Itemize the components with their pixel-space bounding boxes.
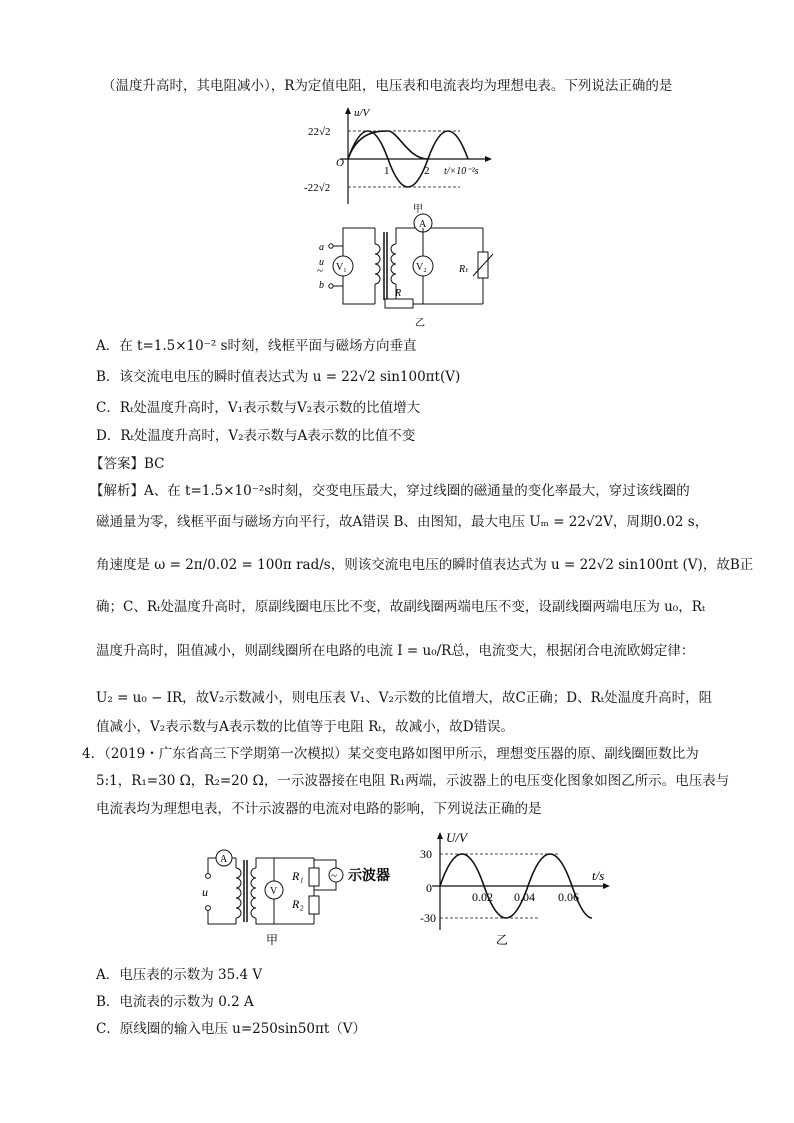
svg-text:a: a [319, 242, 324, 253]
q3-ammeter-label: A [419, 219, 427, 230]
svg-text:u: u [202, 885, 208, 899]
svg-text:b: b [319, 280, 324, 291]
q3-caption-jia: 甲 [413, 204, 423, 215]
q3-analysis-line-2: 磁通量为零，线框平面与磁场方向平行，故A错误 B、由图知，最大电压 Uₘ = 22√2V，周期0.02 s， [96, 514, 709, 530]
q4-figure-jia-circuit [196, 848, 408, 948]
q4-u-axis-label: U/V [446, 830, 467, 845]
q4-stem-line-1: 4．（2019・广东省高三下学期第一次模拟）某交变电路如图甲所示，理想变压器的原、副线圈匝数比为 [82, 746, 699, 762]
q3-analysis-line-1: 【解析】A、在 t=1.5×10⁻²s时刻，交变电压最大，穿过线圈的磁通量的变化率最大，穿过该线圈的 [90, 483, 690, 499]
q4-voltmeter-label: V [270, 886, 278, 897]
q3-analysis-line-4: 确；C、Rₜ处温度升高时，原副线圈电压比不变，故副线圈两端电压不变，设副线圈两端电压为 u₀，Rₜ [96, 599, 706, 615]
q3-xtick-1: 1 [384, 165, 390, 177]
q3-rt-label: Rₜ [459, 264, 469, 275]
svg-text:~: ~ [317, 265, 323, 277]
q3-option-b: B．该交流电电压的瞬时值表达式为 u = 22√2 sin100πt(V) [96, 369, 461, 385]
q3-u-axis-label: u/V [354, 107, 370, 119]
q4-xtick-004: 0.04 [514, 890, 535, 904]
q4-ytick-pos: 30 [420, 847, 432, 861]
q4-xtick-006: 0.06 [558, 890, 579, 904]
q3-analysis-line-7: 值减小，V₂表示数与A表示数的比值等于电阻 Rₜ，故减小，故D错误。 [96, 719, 515, 735]
q3-xtick-2: 2 [424, 165, 430, 177]
q4-origin-label: 0 [426, 881, 432, 895]
q3-analysis-line-3: 角速度是 ω = 2π/0.02 = 100π rad/s，则该交流电电压的瞬时值表达式为 u = 22√2 sin100πt (V)，故B正 [96, 557, 754, 573]
q3-option-a: A．在 t=1.5×10⁻² s时刻，线框平面与磁场方向垂直 [96, 338, 417, 354]
q4-xtick-002: 0.02 [472, 890, 493, 904]
q3-caption-yi: 乙 [415, 318, 425, 329]
q3-intro: （温度升高时，其电阻减小），R为定值电阻，电压表和电流表均为理想电表。下列说法正确的是 [102, 78, 673, 94]
q3-r-label: R [395, 288, 402, 299]
q4-option-c: C．原线圈的输入电压 u=250sin50πt（V） [96, 1021, 367, 1037]
q3-ytick-neg: -22√2 [304, 182, 331, 194]
q4-stem-line-3: 电流表均为理想电表，不计示波器的电流对电路的影响，下列说法正确的是 [96, 801, 542, 817]
q3-ytick-pos: 22√2 [308, 126, 331, 138]
q3-option-c: C．Rₜ处温度升高时，V₁表示数与V₂表示数的比值增大 [96, 400, 421, 416]
q3-option-d: D．Rₜ处温度升高时，V₂表示数与A表示数的比值不变 [96, 428, 416, 444]
q4-caption-jia: 甲 [266, 933, 279, 947]
q3-v2-label: V₂ [416, 262, 427, 273]
q4-caption-yi: 乙 [496, 933, 509, 947]
q4-ytick-neg: -30 [420, 911, 436, 925]
q4-stem-line-2: 5:1，R₁=30 Ω，R₂=20 Ω，一示波器接在电阻 R₁两端，示波器上的电压变化图象如图乙所示。电压表与 [96, 773, 730, 789]
q3-v1-label: V₁ [336, 262, 347, 273]
q3-figure-yi-circuit [305, 210, 500, 332]
q3-origin-label: O [336, 157, 344, 169]
q4-scope-label: 示波器 [348, 869, 390, 884]
svg-text:~: ~ [331, 870, 337, 882]
svg-text:u: u [319, 257, 324, 268]
q3-t-axis-label: t/×10⁻²s [444, 166, 479, 177]
q3-analysis-line-5: 温度升高时，阻值减小，则副线圈所在电路的电流 I = u₀/R总，电流变大，根据闭合电流欧姆定律： [96, 643, 695, 659]
q4-t-axis-label: t/s [592, 868, 605, 883]
q4-figure-yi-graph [420, 828, 620, 948]
q4-r1-label: R₁ [292, 869, 304, 883]
q3-analysis-line-6: U₂ = u₀ − IR，故V₂示数减小，则电压表 V₁、V₂示数的比值增大，故C正确；D、Rₜ处温度升高时，阻 [96, 690, 713, 706]
q3-answer: 【答案】BC [90, 456, 165, 472]
q3-figure-jia-graph [300, 104, 510, 216]
q4-r2-label: R₂ [292, 897, 304, 911]
q4-option-b: B．电流表的示数为 0.2 A [96, 994, 254, 1010]
q4-option-a: A．电压表的示数为 35.4 V [96, 967, 263, 983]
q4-ammeter-label: A [220, 854, 228, 865]
